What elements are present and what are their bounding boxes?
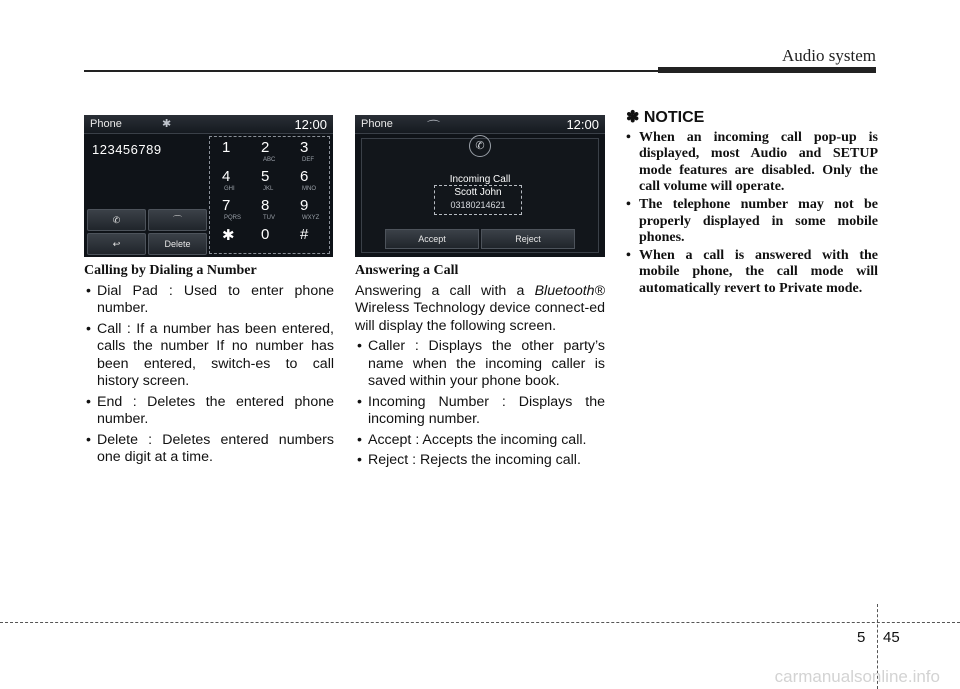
list-item: • Incoming Number : Displays the incoming number.: [355, 394, 605, 429]
dial-pad[interactable]: [209, 136, 330, 254]
list-item: • Caller : Displays the other party’s name when the incoming caller is saved within your phone book.: [355, 338, 605, 391]
notice-title: ✽ NOTICE: [626, 109, 705, 126]
list-item: • Accept : Accepts the incoming call.: [355, 432, 605, 450]
reject-button[interactable]: Reject: [481, 229, 575, 249]
list-item: • Call : If a number has been entered, calls the number If no number has been entered, switch-es to call history screen.: [84, 321, 334, 391]
notice-item: • When an incoming call pop-up is displayed, most Audio and SETUP mode features are disabled. Only the call volume will operate.: [626, 130, 878, 196]
delete-button[interactable]: Delete: [148, 233, 207, 255]
end-button[interactable]: [148, 209, 207, 231]
key-0[interactable]: 0: [261, 226, 270, 243]
page-number: 45: [883, 629, 900, 646]
screen-title: Phone: [90, 118, 122, 130]
key-9[interactable]: 9 WXYZ: [300, 197, 320, 221]
key-5[interactable]: 5 JKL: [261, 168, 274, 192]
key-8[interactable]: 8 TUV: [261, 197, 275, 221]
screen-topbar: [84, 115, 333, 134]
key-6[interactable]: 6 MNO: [300, 168, 316, 192]
key-1[interactable]: 1: [222, 139, 231, 156]
screen-title: Phone: [361, 118, 393, 130]
dial-pad-screen: [84, 115, 333, 257]
notice-box: [626, 110, 878, 299]
watermark: carmanualsonline.info: [774, 667, 940, 686]
list-item: • Delete : Deletes entered numbers one digit at a time.: [84, 432, 334, 467]
list-item: • End : Deletes the entered phone number.: [84, 394, 334, 429]
section-heading: Calling by Dialing a Number: [84, 263, 257, 278]
key-2[interactable]: 2 ABC: [261, 139, 276, 163]
key-3[interactable]: 3 DEF: [300, 139, 314, 163]
section-heading: Answering a Call: [355, 263, 459, 278]
clock: 12:00: [294, 117, 327, 132]
notice-item: • The telephone number may not be properly displayed in some mobile phones.: [626, 197, 878, 247]
key-4[interactable]: 4 GHI: [222, 168, 235, 192]
caller-name: Scott John: [454, 187, 502, 198]
list-item: • Dial Pad : Used to enter phone number.: [84, 283, 334, 318]
list-item: • Reject : Rejects the incoming call.: [355, 452, 605, 470]
back-button[interactable]: [87, 233, 146, 255]
key-7[interactable]: 7 PQRS: [222, 197, 242, 221]
footer-rule: [0, 622, 960, 623]
chapter-number: 5: [857, 629, 866, 646]
phone-icon: ⌒: [427, 119, 441, 134]
intro-paragraph: Answering a call with a Bluetooth® Wireless Technology device connect-ed will display the following screen.: [355, 282, 605, 334]
phone-icon: ✆: [112, 215, 121, 225]
key-star[interactable]: ✱: [222, 227, 235, 244]
bluetooth-icon: ✱: [162, 118, 172, 130]
notice-item: • When a call is answered with the mobile phone, the call mode will automatically revert to Private mode.: [626, 248, 878, 298]
accept-button[interactable]: Accept: [385, 229, 479, 249]
clock: 12:00: [566, 117, 599, 132]
key-hash[interactable]: #: [300, 226, 309, 243]
caller-number: 03180214621: [450, 200, 506, 210]
dialing-section: [84, 262, 334, 470]
answering-section: [355, 262, 605, 473]
incoming-call-icon: ✆: [469, 135, 491, 157]
call-button[interactable]: [87, 209, 146, 231]
incoming-call-label: Incoming Call: [449, 174, 511, 185]
screen-topbar: [355, 115, 605, 134]
back-arrow-icon: ↩: [112, 239, 121, 249]
bluetooth-trademark: Bluetooth®: [534, 282, 605, 299]
hang-up-icon: ⌒: [172, 215, 182, 225]
header-rule-accent: [658, 67, 876, 73]
entered-number: 123456789: [92, 142, 162, 157]
section-title: Audio system: [782, 46, 876, 65]
